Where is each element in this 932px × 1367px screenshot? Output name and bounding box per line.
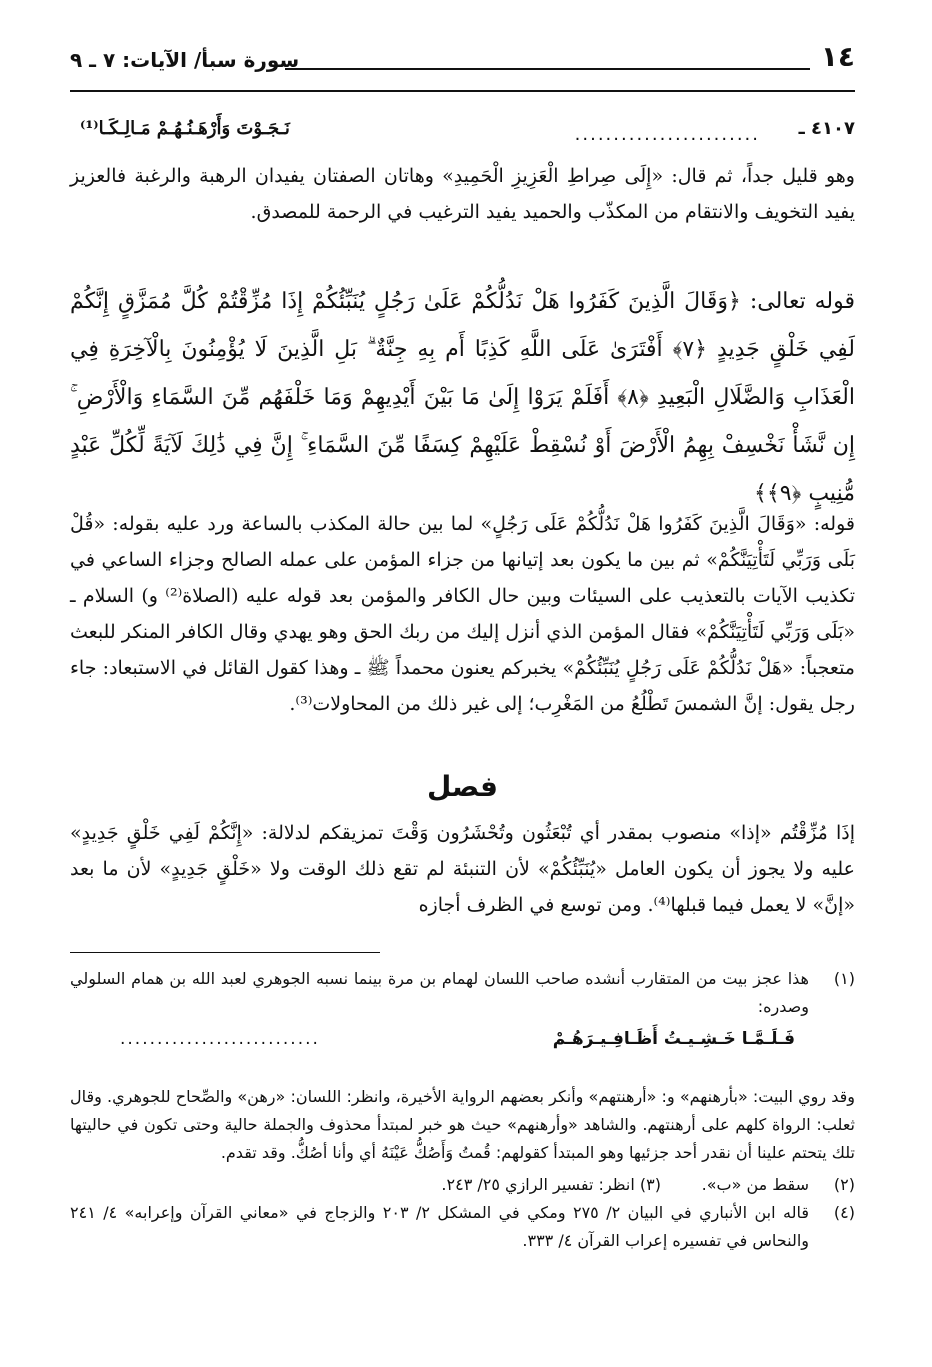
section-title: فصل bbox=[427, 770, 498, 803]
header-rule bbox=[285, 68, 810, 70]
poetry-verse-line bbox=[70, 118, 855, 148]
page-header bbox=[70, 40, 855, 80]
footnote-rule bbox=[70, 952, 380, 953]
footnote-text: قاله ابن الأنباري في البيان ٢/ ٢٧٥ ومكي في المشكل ٢/ ٢٠٣ والزجاج في «معاني القرآن وإعرابه» ٤/ ٢٤١ والنحاس في تفسيره إعراب القرآن ٤/ ٣٣٣. bbox=[70, 1203, 809, 1250]
footnote-2-3 bbox=[70, 1171, 855, 1199]
footnote-verse bbox=[70, 1021, 855, 1083]
quran-passage: قوله تعالى: ﴿وَقَالَ الَّذِينَ كَفَرُوا هَلْ نَدُلُّكُمْ عَلَىٰ رَجُلٍ يُنَبِّئُكُمْ إِذَا مُزِّقْتُمْ كُلَّ مُمَزَّقٍ إِنَّكُمْ لَفِي خَلْقٍ جَدِيدٍ ﴿٧﴾ أَفْتَرَىٰ عَلَى اللَّهِ كَذِبًا أَم بِهِ جِنَّةٌ ۗ بَلِ الَّذِينَ لَا يُؤْمِنُونَ بِالْآخِرَةِ فِي الْعَذَابِ وَالضَّلَالِ الْبَعِيدِ ﴿٨﴾ أَفَلَمْ يَرَوْا إِلَىٰ مَا بَيْنَ أَيْدِيهِمْ وَمَا خَلْفَهُم مِّنَ السَّمَاءِ وَالْأَرْضِ ۚ إِن نَّشَأْ نَخْسِفْ بِهِمُ الْأَرْضَ أَوْ نُسْقِطْ عَلَيْهِمْ كِسَفًا مِّنَ السَّمَاءِ ۚ إِنَّ فِي ذَٰلِكَ لَآيَةً لِّكُلِّ عَبْدٍ مُّنِيبٍ ﴿٩﴾﴾ bbox=[70, 289, 855, 506]
paragraph-1: وهو قليل جداً، ثم قال: «إِلَى صِراطِ الْعَزِيزِ الْحَمِيدِ» وهاتان الصفتان يفيدان الرهبة والرغبة فالعزيز يفيد التخويف والانتقام من المكذّب والحميد يفيد الترغيب في الرحمة للمصدق. bbox=[70, 165, 855, 223]
paragraph-2: قوله: «وَقَالَ الَّذِينَ كَفَرُوا هَلْ نَدُلُّكُمْ عَلَى رَجُلٍ» لما بين حالة المكذب بالساعة ورد عليه بقوله: «قُلْ بَلَى وَرَبِّي لَتَأْتِيَنَّكُمْ» ثم بين ما يكون بعد إتيانها من جزاء المؤمن على عمله الصالح وجزاء الساعي في تكذيب الآيات بالتعذيب على السيئات وبين حال الكافر والمؤمن بعد قوله عليه (الصلاة⁽²⁾ و) السلام ـ «بَلَى وَرَبِّي لَتَأْتِيَنَّكُمْ» فقال المؤمن الذي أنزل إليك من ربك الحق وهو يهدي وقال الكافر المنكر للبعث متعجباً: «هَلْ نَدُلُّكُمْ عَلَى رَجُلٍ يُنَبِّئُكُمْ» يخبركم يعنون محمداً ﷺ ـ وهذا كقول القائل في الاستبعاد: جاء رجل يقول: إنَّ الشمسَ تَطْلُعُ من المَغْرِب؛ إلى غير ذلك من المحاولات⁽³⁾. bbox=[70, 513, 855, 715]
footnote-number: (٢) bbox=[833, 1175, 855, 1194]
footnote-1-continued: وقد روي البيت: «بأرهنهم» و: «أرهنتهم» وأنكر بعضهم الرواية الأخيرة، وانظر: اللسان: «رهن» والصِّحاح للجوهري. وقال ثعلب: الرواة كلهم على أرهنتهم. والشاهد «وأرهنهم» حيث هو خبر لمبتدأ محذوف والجملة حالية وحتى تكون في حاليتها تلك يتحتم علينا أن نقدر أحد جزئيها وهو المبتدأ كقولهم: قُمتُ وَأَصُكُّ عَيْنَهُ أي وأنا أصُكُّ. وقد تقدم. bbox=[70, 1087, 855, 1162]
footnote-text: هذا عجز بيت من المتقارب أنشده صاحب اللسان لهمام بن مرة بينما نسبه الجوهري لعبد الله بن همام السلولي وصدره: bbox=[70, 969, 809, 1016]
verse-text: نَـجَـوْتَ وَأَرْهَـنُـهُـمْ مَـالِـكَـا⁽¹⁾ bbox=[80, 118, 290, 139]
footnote-number: (١) bbox=[833, 969, 855, 988]
footnote-3-text: (٣) انظر: تفسير الرازي ٢٥/ ٢٤٣. bbox=[441, 1175, 661, 1194]
footnotes bbox=[70, 965, 855, 1255]
footnote-4 bbox=[70, 1199, 855, 1255]
verse-dots: ........................ bbox=[574, 124, 760, 145]
footnote-text: سقط من «ب». bbox=[701, 1175, 809, 1194]
footnote-verse-dots: ........................... bbox=[120, 1029, 320, 1049]
header-divider bbox=[70, 90, 855, 92]
running-title: سورة سبأ/ الآيات: ٧ ـ ٩ bbox=[70, 48, 300, 72]
footnote-number: (٤) bbox=[833, 1203, 855, 1222]
paragraph-3: إذَا مُزِّقْتُم «إذا» منصوب بمقدر أي تُبْعَثُون وتُحْشَرُون وَقْتَ تمزيقكم لدلالة: «إِنَّكُمْ لَفِي خَلْقٍ جَدِيدٍ» عليه ولا يجوز أن يكون العامل «يُنَبِّئُكُمْ» لأن التنبئة لم تقع ذلك الوقت ولا «خَلْقٍ جَدِيدٍ» لأن ما بعد «إنَّ» لا يعمل فيما قبلها⁽⁴⁾. ومن توسع في الظرف أجازه bbox=[70, 822, 855, 916]
document-page bbox=[70, 40, 855, 1340]
page-number: ١٤ bbox=[820, 40, 855, 73]
footnote-verse-text: فَـلَـمَّـا خَـشِـيـتُ أَظَـافِـيـرَهُـمْ bbox=[552, 1029, 795, 1049]
verse-number: ٤١٠٧ ـ bbox=[798, 118, 855, 139]
footnote-1 bbox=[70, 965, 855, 1021]
